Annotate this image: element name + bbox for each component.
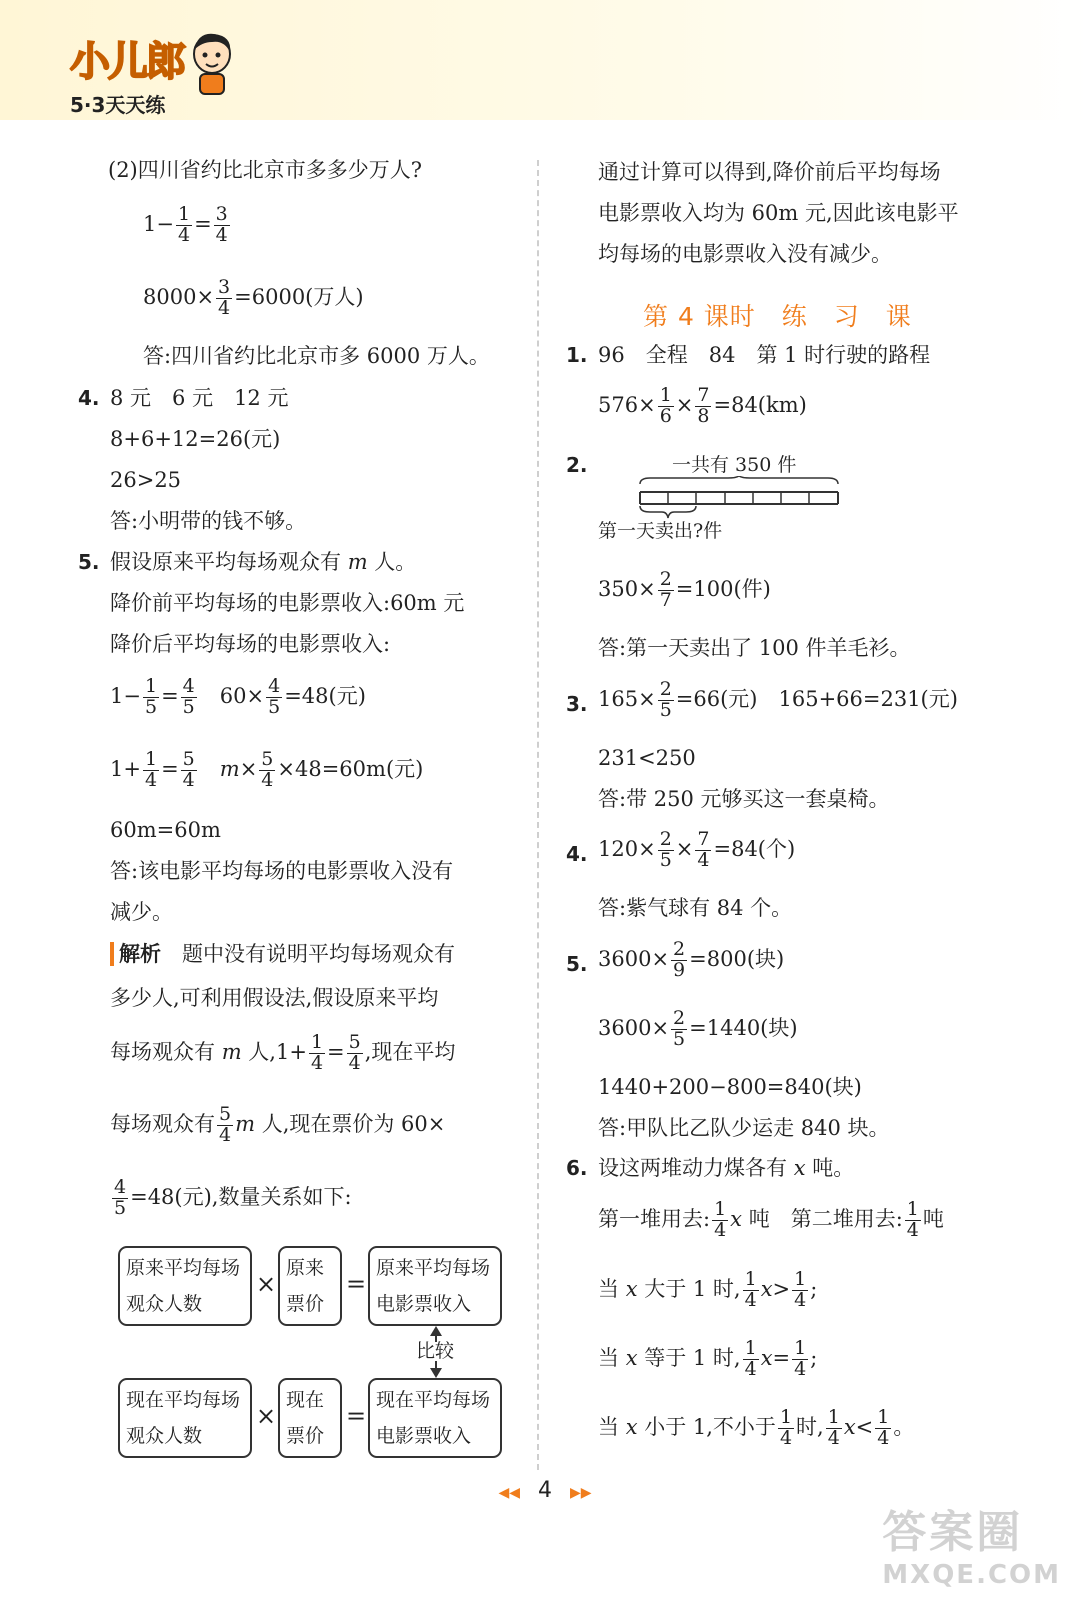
brand-name: 小儿郎 (70, 39, 184, 85)
r5-equation-1: 3600× $\frac{2}{9}$ =800(块) (598, 938, 785, 981)
q5-equation-1: 1− $\frac{1}{5}$ = $\frac{4}{5}$ 60× $\frac{4}{5}$ =48(元) (110, 675, 366, 718)
r6-line-2: 第一堆用去: $\frac{1}{4}$ x 吨 第二堆用去: $\frac{1}{4}$ 吨 (598, 1198, 944, 1241)
next-arrows-icon[interactable]: ▶▶ (570, 1485, 592, 1501)
compare-label: 比较 (416, 1340, 455, 1362)
q5-answer-2: 减少。 (110, 900, 173, 924)
box-current-revenue: 现在平均每场电影票收入 (368, 1378, 502, 1458)
r1-number: 1. (566, 343, 588, 367)
r6-line-3: 当 x 大于 1 时, $\frac{1}{4}$ x> $\frac{1}{4}$ ; (598, 1268, 818, 1311)
r4-answer: 答:紫气球有 84 个。 (598, 896, 793, 920)
q2-equation-1: 1− $\frac{1}{4}$ = $\frac{3}{4}$ (143, 203, 228, 246)
r5-equation-2: 3600× $\frac{2}{5}$ =1440(块) (598, 1007, 798, 1050)
continuation-line-2: 电影票收入均为 60m 元,因此该电影平 (598, 201, 959, 225)
q5-answer-1: 答:该电影平均每场的电影票收入没有 (110, 859, 454, 883)
box-current-price: 现在票价 (278, 1378, 342, 1458)
section-title: 第 4 课时 练 习 课 (643, 302, 912, 331)
q2-equation-2: 8000× $\frac{3}{4}$ =6000(万人) (143, 276, 364, 319)
r6-line-4: 当 x 等于 1 时, $\frac{1}{4}$ x= $\frac{1}{4}$ ; (598, 1337, 818, 1380)
pager (470, 1478, 620, 1503)
watermark-logo: 答案圈 (882, 1507, 1024, 1558)
r3-line-2: 231<250 (598, 746, 696, 770)
times-sign: × (256, 1270, 277, 1298)
times-sign-2: × (256, 1402, 277, 1430)
q2-answer: 答:四川省约比北京市多 6000 万人。 (143, 344, 490, 368)
q4-number: 4. (78, 386, 100, 410)
analysis-line-5: $\frac{4}{5}$ =48(元),数量关系如下: (114, 1176, 352, 1219)
r1-line-1: 96 全程 84 第 1 时行驶的路程 (598, 343, 931, 367)
r6-number: 6. (566, 1156, 588, 1180)
continuation-line-3: 均每场的电影票收入没有减少。 (598, 242, 892, 266)
analysis-line-4: 每场观众有 $\frac{5}{4}$ m 人,现在票价为 60× (110, 1103, 446, 1146)
mascot-icon (188, 30, 236, 98)
q5-line-2: 降价前平均每场的电影票收入:60m 元 (110, 591, 465, 615)
equals-sign: = (346, 1270, 367, 1298)
r6-line-1: 设这两堆动力煤各有 x 吨。 (598, 1156, 855, 1180)
q4-line-1: 8 元 6 元 12 元 (110, 386, 289, 410)
r3-equation: 165× $\frac{2}{5}$ =66(元) 165+66=231(元) (598, 678, 958, 721)
analysis-line-1: 解析 题中没有说明平均每场观众有 (110, 944, 455, 965)
r2-diagram-bottom: 第一天卖出?件 (598, 520, 723, 542)
r3-answer: 答:带 250 元够买这一套桌椅。 (598, 787, 890, 811)
r2-answer: 答:第一天卖出了 100 件羊毛衫。 (598, 636, 911, 660)
analysis-line-3: 每场观众有 m 人,1+ $\frac{1}{4}$ = $\frac{5}{4}$ ,现在平均 (110, 1031, 456, 1074)
box-original-revenue: 原来平均每场电影票收入 (368, 1246, 502, 1326)
q5-equation-2: 1+ $\frac{1}{4}$ = $\frac{5}{4}$ m× $\frac{5}{4}$ ×48=60m(元) (110, 748, 424, 791)
watermark (882, 1496, 1061, 1590)
r1-equation: 576× $\frac{1}{6}$ × $\frac{7}{8}$ =84(km) (598, 384, 807, 427)
continuation-line-1: 通过计算可以得到,降价前后平均每场 (598, 160, 941, 184)
r3-number: 3. (566, 692, 588, 716)
q4-answer: 答:小明带的钱不够。 (110, 509, 307, 533)
box-original-audience: 原来平均每场观众人数 (118, 1246, 252, 1326)
r4-equation: 120× $\frac{2}{5}$ × $\frac{7}{4}$ =84(个) (598, 828, 796, 871)
r2-diagram-top: 一共有 350 件 (672, 454, 797, 476)
r5-answer: 答:甲队比乙队少运走 840 块。 (598, 1116, 890, 1140)
series-name: 5·3天天练 (70, 93, 166, 117)
r2-number: 2. (566, 453, 588, 477)
prev-arrows-icon[interactable]: ◀◀ (498, 1485, 520, 1501)
r4-number: 4. (566, 842, 588, 866)
box-current-audience: 现在平均每场观众人数 (118, 1378, 252, 1458)
q5-number: 5. (78, 550, 100, 574)
q4-line-2: 8+6+12=26(元) (110, 427, 281, 451)
r5-line-3: 1440+200−800=840(块) (598, 1075, 862, 1099)
q4-line-3: 26>25 (110, 468, 182, 492)
column-divider (537, 160, 539, 1470)
q5-line-1: 假设原来平均每场观众有 m 人。 (110, 550, 417, 574)
r5-number: 5. (566, 952, 588, 976)
r2-segment-diagram (636, 476, 842, 520)
brand-logo (70, 30, 184, 118)
q5-line-6: 60m=60m (110, 818, 221, 842)
watermark-url: MXQE.COM (882, 1560, 1061, 1590)
r6-line-5: 当 x 小于 1,不小于 $\frac{1}{4}$ 时, $\frac{1}{4}$ x< $\frac{1}{4}$ 。 (598, 1406, 915, 1449)
analysis-line-2: 多少人,可利用假设法,假设原来平均 (110, 986, 439, 1010)
equals-sign-2: = (346, 1402, 367, 1430)
box-original-price: 原来票价 (278, 1246, 342, 1326)
page-number: 4 (538, 1478, 552, 1503)
q5-line-3: 降价后平均每场的电影票收入: (110, 632, 391, 656)
analysis-label: 解析 (110, 942, 161, 966)
r2-equation: 350× $\frac{2}{7}$ =100(件) (598, 568, 771, 611)
q2-title: (2)四川省约比北京市多多少万人? (108, 158, 423, 182)
